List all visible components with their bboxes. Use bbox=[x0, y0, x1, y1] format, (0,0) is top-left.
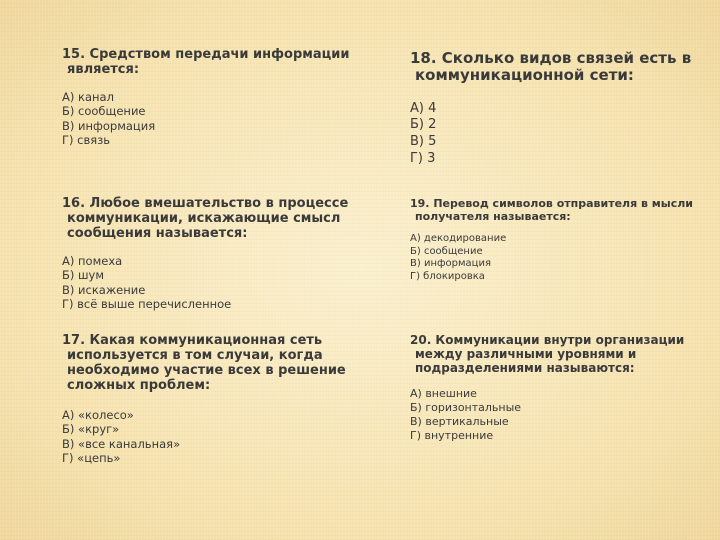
question-18 bbox=[410, 50, 691, 168]
question-20-options bbox=[410, 387, 684, 442]
option-c: В) информация bbox=[410, 258, 491, 270]
option-d: Г) внутренние bbox=[410, 428, 494, 442]
option-c: В) вертикальные bbox=[410, 414, 509, 428]
title-line: коммуникационной сети: bbox=[415, 66, 634, 85]
question-18-options bbox=[410, 101, 691, 169]
option-b: Б) сообщение bbox=[62, 104, 146, 119]
question-15 bbox=[62, 48, 350, 147]
question-17 bbox=[62, 334, 346, 465]
question-18-title bbox=[410, 50, 691, 85]
title-line: коммуникации, искажающие смысл bbox=[67, 210, 341, 226]
question-17-options bbox=[62, 408, 346, 466]
option-a: А) помеха bbox=[62, 253, 123, 268]
title-line: является: bbox=[67, 61, 140, 77]
option-b: Б) шум bbox=[62, 268, 105, 283]
option-b: Б) 2 bbox=[410, 117, 437, 133]
title-line: необходимо участие всех в решение bbox=[67, 362, 346, 378]
title-line: используется в том случаи, когда bbox=[67, 347, 323, 363]
option-d: Г) блокировка bbox=[410, 270, 485, 282]
option-b: Б) сообщение bbox=[410, 245, 483, 257]
question-17-title bbox=[62, 334, 346, 394]
question-16 bbox=[62, 197, 348, 311]
option-d: Г) 3 bbox=[410, 151, 436, 167]
option-b: Б) «круг» bbox=[62, 422, 120, 437]
title-line: 18. Сколько видов связей есть в bbox=[410, 49, 692, 67]
option-d: Г) «цепь» bbox=[62, 450, 121, 465]
option-a: А) канал bbox=[62, 89, 114, 104]
title-line: 16. Любое вмешательство в процессе bbox=[62, 196, 349, 211]
question-15-options bbox=[62, 90, 350, 148]
title-line: 17. Какая коммуникационная сеть bbox=[62, 333, 323, 348]
option-c: В) 5 bbox=[410, 134, 437, 150]
title-line: подразделениями называются: bbox=[415, 360, 635, 375]
question-19-options bbox=[410, 233, 693, 283]
title-line: 15. Средством передачи информации bbox=[62, 47, 350, 62]
option-a: А) «колесо» bbox=[62, 407, 134, 422]
question-20 bbox=[410, 334, 684, 442]
question-15-title bbox=[62, 48, 350, 78]
title-line: сообщения называется: bbox=[67, 225, 248, 241]
option-d: Г) всё выше перечисленное bbox=[62, 296, 232, 311]
option-a: А) 4 bbox=[410, 100, 437, 116]
option-a: А) декодирование bbox=[410, 233, 507, 245]
title-line: получателя называется: bbox=[415, 209, 571, 223]
question-16-options bbox=[62, 254, 348, 312]
option-a: А) внешние bbox=[410, 387, 477, 401]
option-c: В) искажение bbox=[62, 282, 146, 297]
title-line: 20. Коммуникации внутри организации bbox=[410, 333, 685, 347]
title-line: между различными уровнями и bbox=[415, 346, 637, 361]
option-d: Г) связь bbox=[62, 133, 111, 147]
question-19-title bbox=[410, 198, 693, 223]
question-20-title bbox=[410, 334, 684, 375]
question-19 bbox=[410, 198, 693, 283]
title-line: 19. Перевод символов отправителя в мысли bbox=[410, 197, 693, 210]
question-16-title bbox=[62, 197, 348, 242]
title-line: сложных проблем: bbox=[67, 377, 211, 393]
option-b: Б) горизонтальные bbox=[410, 401, 522, 415]
option-c: В) «все канальная» bbox=[62, 436, 181, 451]
option-c: В) информация bbox=[62, 118, 156, 133]
